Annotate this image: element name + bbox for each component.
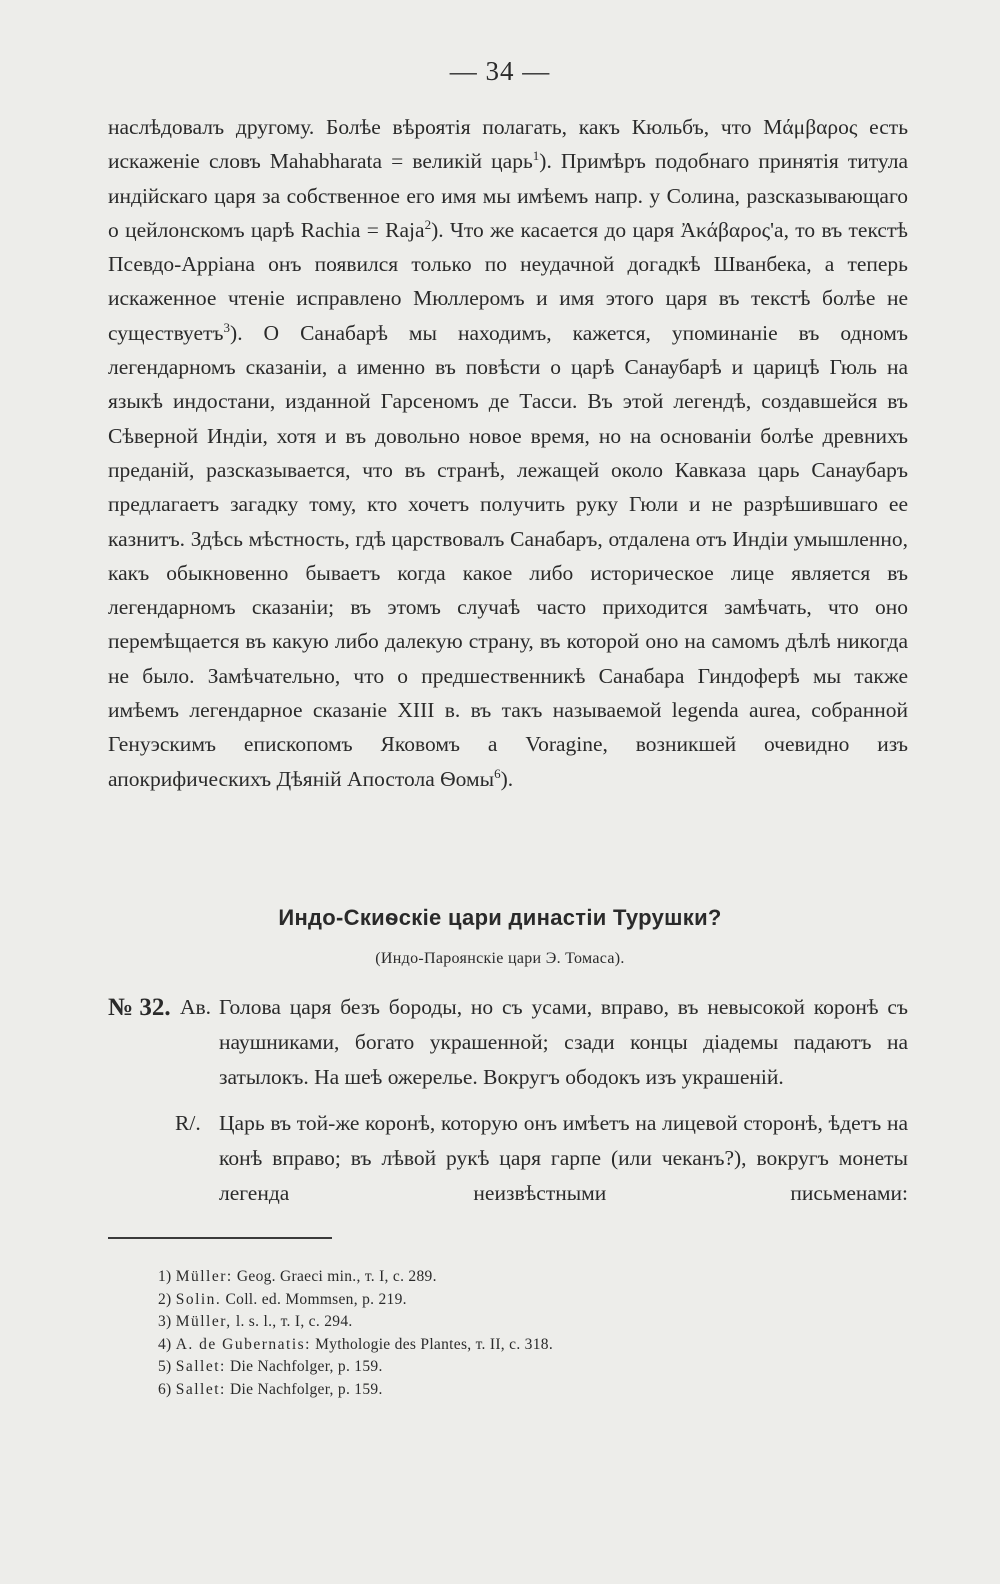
footnote-number: 1) [158,1268,172,1285]
footnote [158,1266,858,1289]
footnote-text: l. s. l., т. I, с. 294. [235,1313,353,1330]
footnote-ref-1: 1 [532,148,540,164]
footnote-text: Die Nachfolger, p. 159. [230,1380,383,1398]
obverse-label: Ав. [180,995,212,1019]
obverse-description: Голова царя безъ бороды, но съ усами, вправо, въ невысокой коронѣ съ наушниками, богато украшенной; сзади концы діадемы падаютъ на затылокъ. На шеѣ ожерелье. Вокругъ ободокъ изъ украшеній. [219,995,908,1089]
main-text [108,110,908,796]
footnote-text: Mythologie des Plantes, т. II, с. 318. [315,1335,554,1353]
reverse-block [108,1106,908,1211]
text-run-3: ). Что же касается до царя Ἀκάβαρος'а, то въ текстѣ Псевдо-Арріана онъ появился только по неудачной догадкѣ Шванбека, а теперь искаженное чтеніе исправлено Мюллеромъ и имя этого царя въ текстѣ болѣе не существуетъ [108,217,908,345]
footnote-author: A. de Gubernatis: [175,1335,311,1353]
footnote [158,1311,858,1334]
footnote-divider [108,1237,332,1239]
footnote-text: Geog. Graeci min., т. I, с. 289. [236,1268,437,1285]
footnote-number: 3) [158,1313,172,1330]
text-run-4: ). О Санабарѣ мы находимъ, кажется, упоминаніе въ одномъ легендарномъ сказаніи, а именно въ повѣсти о царѣ Санаубарѣ и царицѣ Гюль на языкѣ индостани, изданной Гарсеномъ де Тасси. Въ этой легендѣ, создавшейся въ Сѣверной Индіи, хотя и въ довольно новое время, но на основаніи болѣе древнихъ преданій, разсказывается, что въ странѣ, лежащей около Кавказа царь Санаубаръ предлагаетъ загадку тому, кто хочетъ получить руку Гюли и не разрѣшившаго ее казнитъ. Здѣсь мѣстность, гдѣ царствовалъ Санабаръ, отдалена отъ Индіи умышленно, какъ обыкновенно бываетъ когда какое либо историческое лице является въ легендарномъ сказаніи; въ этомъ случаѣ часто приходится замѣчать, что оно перемѣщается въ какую либо далекую страну, въ которой оно на самомъ дѣлѣ никогда не было. Замѣчательно, что о предшественникѣ Санабара Гиндоферѣ мы также имѣемъ легендарное сказаніе XIII в. въ такъ называемой legenda aurea, собранной Генуэскимъ епископомъ Яковомъ а Voragine, возникшей очевидно изъ апокрифическихъ Дѣяній Апостола Ѳомы [108,320,908,791]
footnote [158,1356,858,1379]
main-paragraph [108,110,908,796]
coin-entry [108,990,908,1211]
footnote-number: 2) [158,1290,172,1308]
text-run-5: ). [500,766,514,791]
footnote [158,1289,858,1312]
footnote-author: Sallet: [175,1358,226,1375]
footnote-text: Die Nachfolger, p. 159. [230,1358,383,1375]
section-title: Индо-Скиѳскіе цари династіи Турушки? [278,905,722,930]
footnote-ref-2: 2 [424,216,432,232]
footnote [158,1334,858,1357]
page-number: — 34 — [449,56,551,86]
footnotes [158,1266,858,1401]
footnote-author: Solin. [175,1290,222,1308]
footnote-number: 6) [158,1380,172,1398]
footnote-text: Coll. ed. Mommsen, p. 219. [225,1290,407,1308]
footnote-author: Sallet: [175,1380,226,1398]
reverse-description: Царь въ той-же коронѣ, которую онъ имѣетъ на лицевой сторонѣ, ѣдетъ на конѣ вправо; въ лѣвой рукѣ царя гарпе (или чеканъ?), вокругъ монеты легенда неизвѣстными письменами: [219,1111,908,1205]
footnote-ref-3: 3 [223,319,231,335]
footnote-author: Müller, [175,1313,232,1330]
text-run-1: наслѣдовалъ другому. Болѣе вѣроятія полагать, какъ Кюльбъ, что Μάμβαρος есть искаженіе словъ Mahabharata = великій царь [108,115,908,174]
footnote-number: 4) [158,1335,172,1353]
section-subtitle: (Индо-Пароянскіе цари Э. Томаса). [375,950,625,967]
footnote-ref-6: 6 [494,765,501,781]
footnote [158,1379,858,1402]
text-run-2: ). Примѣръ подобнаго принятія титула индійскаго царя за собственное его имя мы имѣемъ напр. у Солина, разсказывающаго о цейлонскомъ царѣ Rachia = Raja [108,149,908,242]
reverse-label: R/. [175,1111,201,1135]
footnote-number: 5) [158,1358,172,1375]
entry-number: № 32. [108,994,171,1021]
footnote-author: Müller: [175,1268,233,1285]
